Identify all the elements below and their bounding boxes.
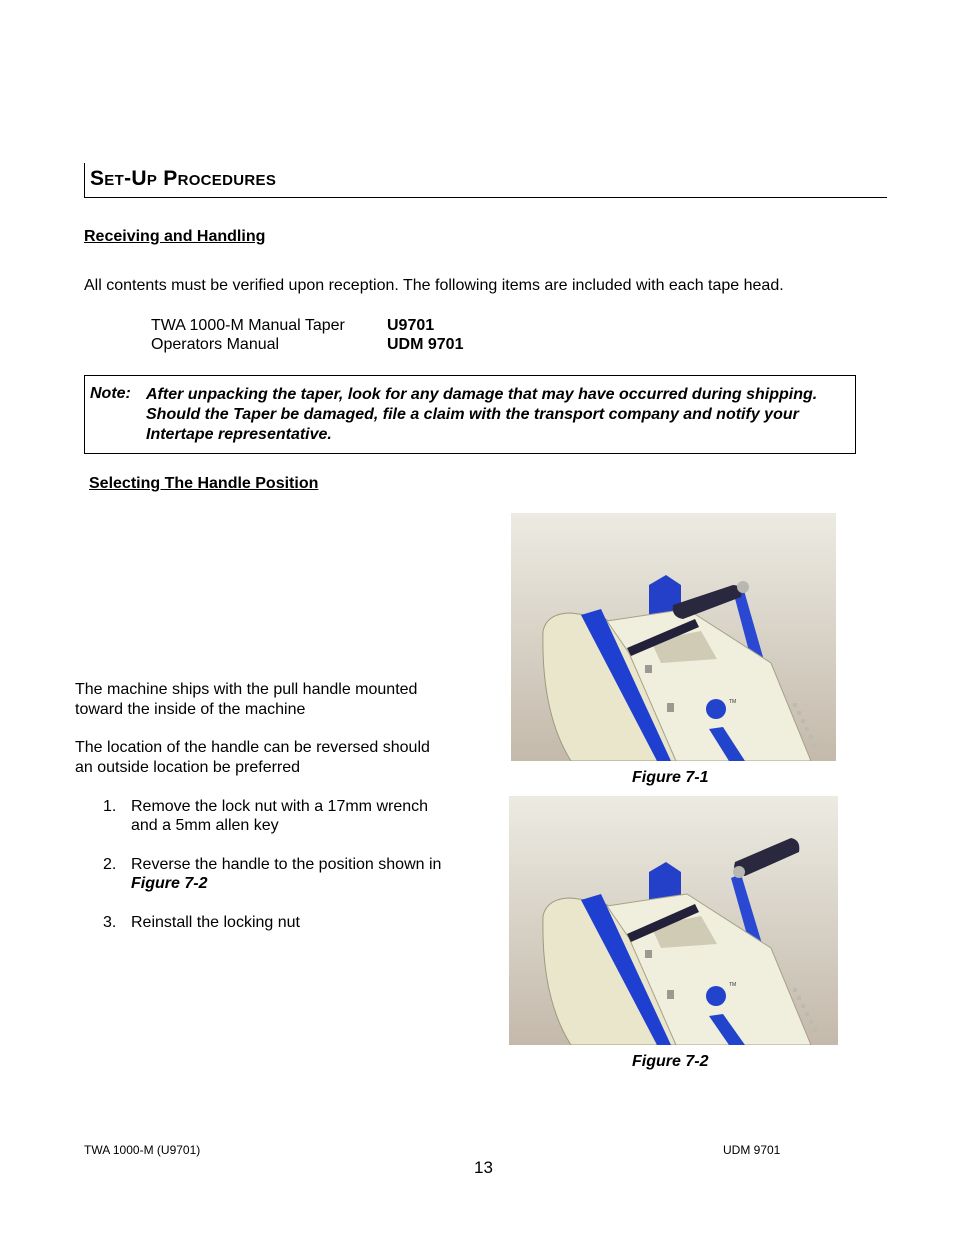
- note-text: After unpacking the taper, look for any damage that may have occurred during shipping. Should the Taper be damaged, file a claim with the transport company and notify your Intertape representative.: [146, 386, 818, 443]
- handle-para1-line2: toward the inside of the machine: [75, 701, 306, 718]
- step-number: 3.: [103, 914, 117, 931]
- figure-7-2-caption: Figure 7-2: [632, 1053, 709, 1070]
- step-number: 2.: [103, 856, 117, 873]
- receiving-intro: All contents must be verified upon reception. The following items are included with each tape head.: [84, 277, 784, 294]
- trademark-label: TM: [729, 982, 737, 988]
- figure-7-1-image: [511, 513, 836, 761]
- page-title: Set-Up Procedures: [90, 167, 277, 190]
- step-text-line1: Remove the lock nut with a 17mm wrench: [131, 798, 429, 815]
- item-name-2: Operators Manual: [151, 336, 280, 353]
- step-text-line1: Reinstall the locking nut: [131, 914, 300, 931]
- item-name-1: TWA 1000-M Manual Taper: [151, 317, 345, 334]
- page-number: 13: [474, 1158, 493, 1177]
- handle-para2-line1: The location of the handle can be reversed should: [75, 739, 430, 756]
- figure-reference: Figure 7-2: [131, 875, 208, 892]
- section-heading: [84, 163, 887, 198]
- note-label: Note:: [90, 385, 131, 402]
- taper-inside-handle-illustration: [511, 513, 836, 761]
- handle-para2-line2: an outside location be preferred: [75, 759, 301, 776]
- item-code-1: U9701: [387, 317, 435, 334]
- item-code-2: UDM 9701: [387, 336, 464, 353]
- figure-7-1-caption: Figure 7-1: [632, 769, 709, 786]
- taper-outside-handle-illustration: [509, 796, 838, 1045]
- step-text-line2: and a 5mm allen key: [131, 817, 279, 834]
- receiving-heading: Receiving and Handling: [84, 228, 266, 245]
- footer-right: UDM 9701: [723, 1143, 781, 1157]
- figure-7-2-image: [509, 796, 838, 1045]
- step-number: 1.: [103, 798, 117, 815]
- handle-heading: Selecting The Handle Position: [89, 475, 319, 492]
- note-box: [84, 375, 856, 454]
- trademark-label: TM: [729, 699, 737, 705]
- step-text-line1: Reverse the handle to the position shown in: [131, 856, 442, 873]
- handle-para1-line1: The machine ships with the pull handle mounted: [75, 681, 418, 698]
- footer-left: TWA 1000-M (U9701): [84, 1143, 201, 1157]
